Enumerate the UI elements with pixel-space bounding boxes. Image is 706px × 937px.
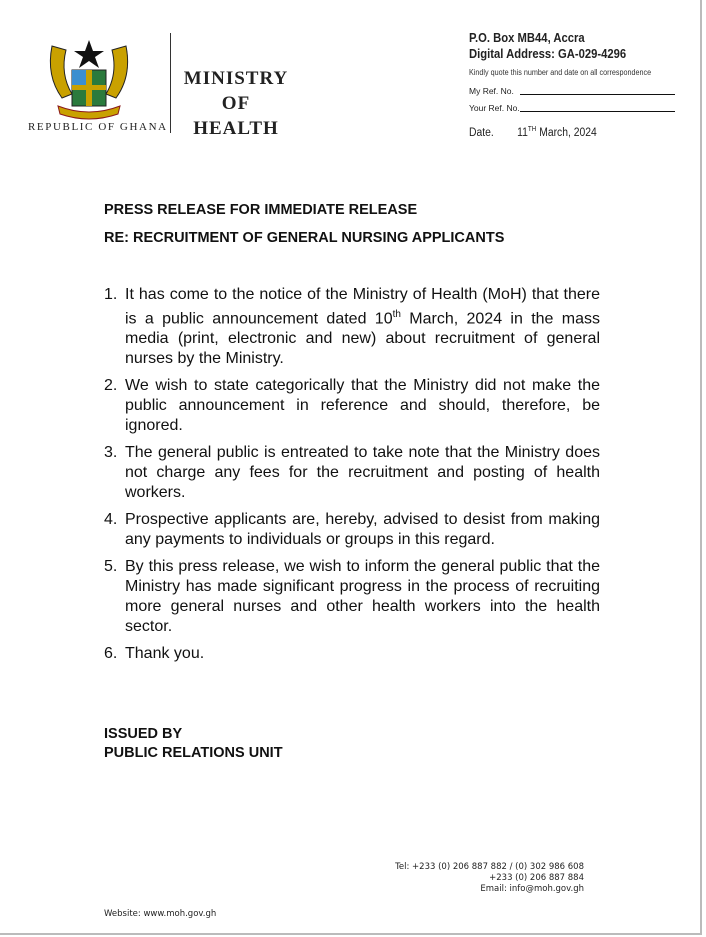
- contact-block: [395, 862, 584, 895]
- issued-by-block: [104, 725, 283, 763]
- my-ref-label: My Ref. No.: [469, 86, 514, 96]
- item-text: Thank you.: [125, 645, 205, 663]
- item-number: 5.: [104, 558, 118, 576]
- telephone-alt: +233 (0) 206 887 884: [489, 873, 584, 883]
- item-number: 3.: [104, 444, 118, 462]
- ministry-line: MINISTRY: [183, 68, 289, 89]
- numbered-list: [104, 285, 600, 671]
- divider: [170, 33, 171, 133]
- item-text: By this press release, we wish to inform the general public that the Ministry has made significant progress in the process of recruiting more general nurses and other health workers into the health sector.: [125, 558, 600, 636]
- country-label: REPUBLIC OF GHANA: [28, 121, 168, 133]
- list-item: [104, 644, 600, 664]
- my-ref-line: [520, 94, 675, 95]
- issued-by-label: ISSUED BY: [104, 726, 183, 742]
- item-number: 1.: [104, 286, 118, 303]
- list-item: [104, 376, 600, 436]
- quote-note: Kindly quote this number and date on all correspondence: [469, 68, 652, 77]
- list-item: [104, 510, 600, 550]
- item-number: 2.: [104, 377, 118, 395]
- email: Email: info@moh.gov.gh: [480, 884, 584, 894]
- your-ref-label: Your Ref. No.: [469, 103, 520, 113]
- issuer: PUBLIC RELATIONS UNIT: [104, 745, 283, 761]
- website: Website: www.moh.gov.gh: [104, 909, 217, 919]
- item-text-part: March, 2024 in the mass media (print, electronic and new) about recruitment of general nurses by the Ministry.: [125, 310, 600, 368]
- date-day: 11: [517, 126, 528, 139]
- ministry-line: OF: [221, 93, 251, 114]
- item-text: We wish to state categorically that the Ministry did not make the public announcement in reference and should, therefore, be ignored.: [125, 377, 600, 435]
- item-text: The general public is entreated to take note that the Ministry does not charge any fees for the recruitment and posting of health workers.: [125, 444, 600, 502]
- date-suffix: TH: [527, 126, 537, 133]
- list-item: [104, 557, 600, 637]
- list-item: [104, 285, 600, 369]
- date-label: Date.: [469, 126, 494, 139]
- item-sup: th: [392, 309, 401, 320]
- address-block: [469, 30, 626, 62]
- date-rest: March, 2024: [536, 126, 597, 139]
- item-number: 6.: [104, 645, 118, 663]
- date: [469, 126, 597, 139]
- telephone: Tel: +233 (0) 206 887 882 / (0) 302 986 608: [395, 862, 584, 872]
- item-text: Prospective applicants are, hereby, advised to desist from making any payments to individuals or groups in this regard.: [125, 511, 600, 549]
- item-text: [125, 285, 600, 369]
- document-subject: RE: RECRUITMENT OF GENERAL NURSING APPLICANTS: [104, 230, 505, 246]
- ministry-name: [176, 66, 296, 141]
- digital-address: Digital Address: GA-029-4296: [469, 47, 627, 61]
- ministry-line: HEALTH: [193, 118, 279, 139]
- po-box: P.O. Box MB44, Accra: [469, 31, 585, 45]
- your-ref-line: [520, 111, 675, 112]
- list-item: [104, 443, 600, 503]
- item-text-part: It has come to the notice of the Ministry of Health (MoH) that there is a public announcement dated 10: [125, 286, 600, 328]
- document-title: PRESS RELEASE FOR IMMEDIATE RELEASE: [104, 202, 418, 218]
- ghana-coat-of-arms-logo: [44, 36, 134, 126]
- item-number: 4.: [104, 511, 118, 529]
